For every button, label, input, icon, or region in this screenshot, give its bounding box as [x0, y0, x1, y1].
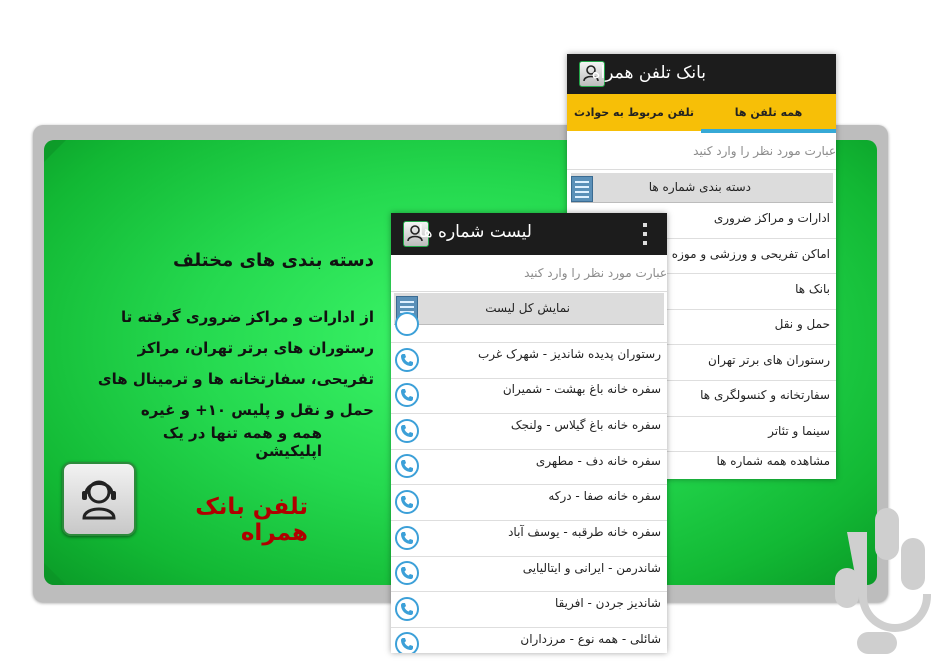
promo-app-name: تلفن بانک همراه	[195, 494, 308, 546]
category-item-label: ادارات و مراکز ضروری	[713, 211, 830, 225]
list-icon	[571, 176, 593, 202]
list-item[interactable]	[391, 484, 667, 521]
categories-header-label: دسته بندی شماره ها	[648, 180, 751, 194]
phone-call-icon[interactable]	[395, 419, 419, 443]
phone-call-icon[interactable]	[395, 632, 419, 653]
phone-call-icon[interactable]	[395, 454, 419, 478]
phone-call-icon[interactable]	[395, 597, 419, 621]
list-item-label: سفره خانه باغ گیلاس - ولنجک	[510, 418, 661, 432]
list-header-label: نمایش کل لیست	[485, 301, 570, 315]
phone-call-icon[interactable]	[395, 526, 419, 550]
bazaar-watermark-icon	[835, 508, 931, 658]
list-item-label: شاندیز جردن - افریقا	[554, 596, 661, 610]
banner-fold-top	[44, 140, 66, 162]
list-item-label: سفره خانه باغ بهشت - شمیران	[502, 382, 661, 396]
category-item-label: سینما و تئاتر	[768, 424, 830, 438]
phone-call-icon[interactable]	[395, 490, 419, 514]
screen-title: لیست شماره ها	[418, 222, 532, 242]
app-logo	[62, 462, 136, 536]
list-item[interactable]	[391, 591, 667, 628]
list-item-label: شائلی - همه نوع - مرزداران	[520, 632, 661, 646]
promo-title: دسته بندی های مختلف	[173, 250, 374, 271]
action-bar	[567, 54, 836, 94]
phone-call-icon[interactable]	[395, 383, 419, 407]
search-input[interactable]: عبارت مورد نظر را وارد کنید	[567, 133, 836, 170]
operator-headset-icon	[72, 472, 126, 526]
list-item[interactable]	[391, 556, 667, 592]
list-item[interactable]	[391, 378, 667, 414]
phone-call-icon[interactable]	[395, 312, 419, 336]
action-bar	[391, 213, 667, 255]
list-item[interactable]	[391, 342, 667, 379]
overflow-menu-icon[interactable]	[643, 223, 647, 245]
category-item-label: اماکن تفریحی و ورزشی و موزه	[671, 247, 830, 261]
tab-all-phones[interactable]: همه تلفن ها	[734, 106, 803, 119]
list-item[interactable]	[391, 627, 667, 653]
promo-description: از ادارات و مراکز ضروری گرفته تا رستوران های برتر تهران، مراکز تفریحی، سفارتخانه ها و ترمینال های حمل و نقل و پلیس ۱۰+ و غیره	[97, 308, 374, 419]
category-item-label: مشاهده همه شماره ها	[716, 454, 830, 468]
number-list-screen	[391, 213, 667, 653]
list-header[interactable]	[394, 293, 664, 325]
categories-header[interactable]	[571, 173, 833, 203]
list-item-label: رستوران پدیده شاندیز - شهرک غرب	[477, 347, 661, 361]
search-input[interactable]: عبارت مورد نظر را وارد کنید	[391, 255, 667, 292]
list-item-label: سفره خانه صفا - درکه	[548, 489, 661, 503]
list-item-label: سفره خانه طرقبه - یوسف آباد	[508, 525, 661, 539]
screen-title: بانک تلفن همراه	[591, 63, 706, 83]
tab-emergency-phones[interactable]: تلفن مربوط به حوادث	[573, 106, 695, 119]
list-item[interactable]	[391, 520, 667, 557]
promo-tagline: همه و همه تنها در یک اپلیکیشن	[162, 424, 322, 460]
tab-bar	[567, 94, 836, 131]
category-item-label: حمل و نقل	[774, 317, 830, 331]
banner-fold-bottom	[44, 563, 66, 585]
category-item-label: رستوران های برتر تهران	[708, 353, 830, 367]
category-item-label: بانک ها	[795, 282, 830, 296]
category-item-label: سفارتخانه و کنسولگری ها	[700, 388, 830, 402]
list-item[interactable]	[391, 449, 667, 485]
phone-call-icon[interactable]	[395, 561, 419, 585]
list-item[interactable]	[391, 413, 667, 450]
list-item[interactable]	[391, 324, 667, 343]
phone-call-icon[interactable]	[395, 348, 419, 372]
list-item-label: شاندرمن - ایرانی و ایتالیایی	[522, 561, 661, 575]
list-item-label: سفره خانه دف - مطهری	[535, 454, 661, 468]
